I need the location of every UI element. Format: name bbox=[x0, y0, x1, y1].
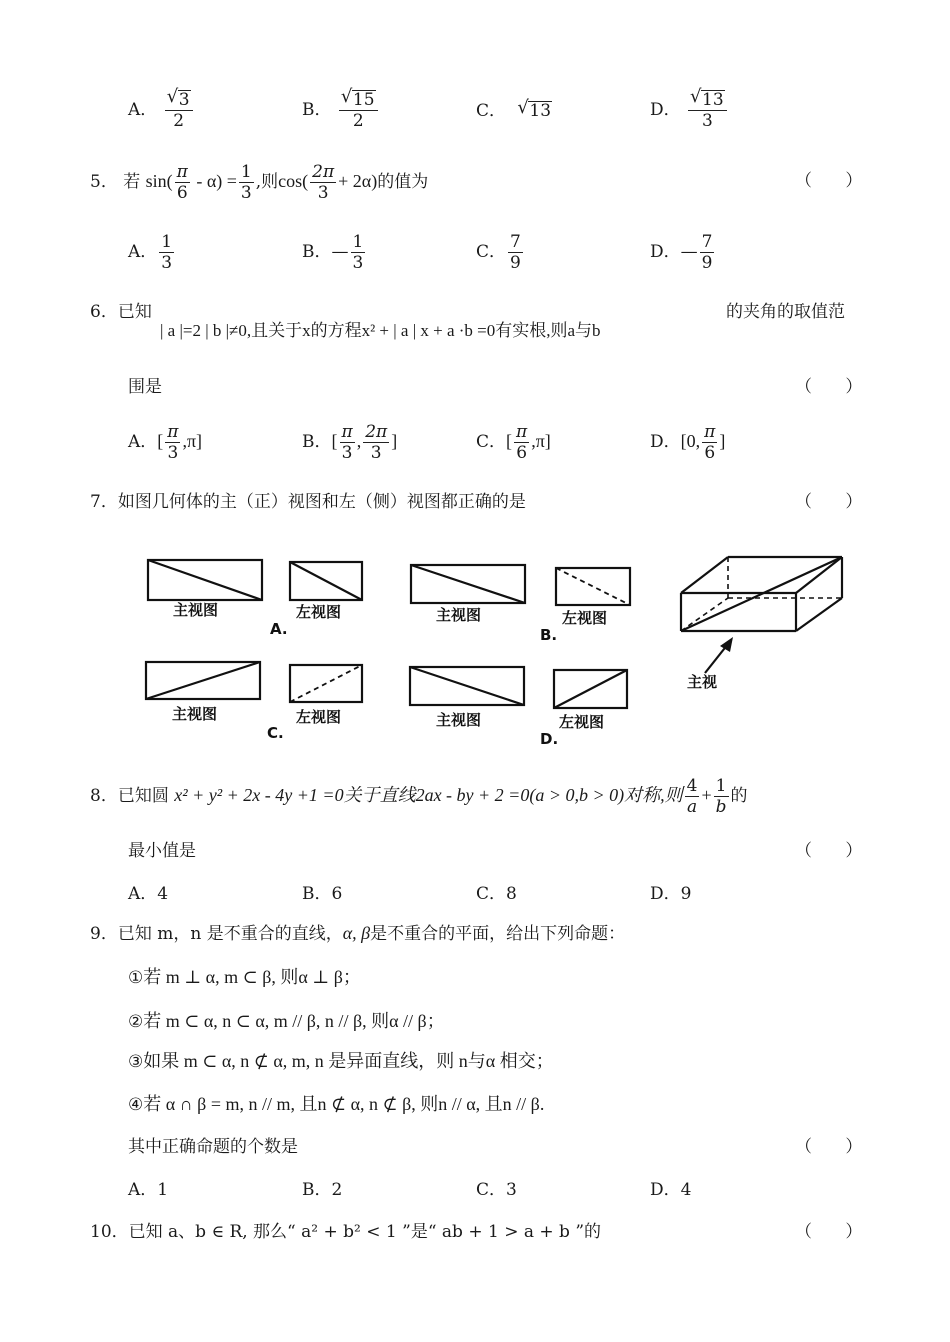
q4-option-a: A． √ 3 2 bbox=[128, 90, 195, 131]
q8-option-d: D．9 bbox=[650, 884, 692, 904]
arrow-head-icon bbox=[720, 637, 733, 652]
q6-stem-line2: 围是 bbox=[128, 377, 162, 397]
q8-stem: 8．已知圆 x² + y² + 2x - 4y +1 =0关于直线2ax - by + 2 =0(a > 0,b > 0)对称,则 $\frac{4}{a}$ + $\frac{1}{b}$ 的 bbox=[90, 776, 748, 817]
solid-front-label: 主视 bbox=[687, 673, 718, 691]
q9-answer-bracket: （ ） bbox=[795, 1137, 877, 1157]
option-c-label: C. bbox=[267, 724, 284, 742]
q7-stem: 7．如图几何体的主（正）视图和左（侧）视图都正确的是 bbox=[90, 492, 526, 512]
q5-answer-bracket: （ ） bbox=[795, 171, 877, 191]
q6-stem: 6．已知 bbox=[90, 302, 152, 322]
geometry-solid bbox=[681, 557, 842, 631]
q8-option-c: C．8 bbox=[476, 884, 517, 904]
q6-option-c: C．[ $\frac{\pi}{6}$ ,π] bbox=[476, 422, 551, 463]
q9-question: 其中正确命题的个数是 bbox=[128, 1137, 298, 1157]
q8-answer-bracket: （ ） bbox=[795, 841, 877, 861]
q9-stem: 9．已知 m，n 是不重合的直线，α, β是不重合的平面，给出下列命题： bbox=[90, 923, 626, 944]
option-a-left-label: 左视图 bbox=[296, 603, 342, 621]
q4-option-d: D． √ 13 3 bbox=[650, 90, 729, 131]
q6-answer-bracket: （ ） bbox=[795, 377, 877, 397]
q9-option-b: B．2 bbox=[302, 1180, 343, 1200]
option-a-label: A. bbox=[270, 620, 288, 638]
q4-option-b: B． √ 15 2 bbox=[302, 90, 380, 131]
q8-stem-line2: 最小值是 bbox=[128, 841, 196, 861]
option-a-front-label: 主视图 bbox=[173, 601, 219, 619]
q7-answer-bracket: （ ） bbox=[795, 492, 877, 512]
option-c-left-label: 左视图 bbox=[296, 708, 342, 726]
q6-option-b: B．[ $\frac{\pi}{3}$ , $\frac{2\pi}{3}$ ] bbox=[302, 422, 398, 463]
q9-prop-2: ②若 m ⊂ α, n ⊂ α, m // β, n // β, 则α // β； bbox=[128, 1011, 445, 1032]
q4-option-c: C． √ 13 bbox=[476, 97, 552, 121]
q10-answer-bracket: （ ） bbox=[795, 1222, 877, 1242]
option-b-front-label: 主视图 bbox=[436, 606, 482, 624]
option-b-left-label: 左视图 bbox=[562, 609, 608, 627]
option-d-left-label: 左视图 bbox=[559, 713, 605, 731]
q9-option-c: C．3 bbox=[476, 1180, 517, 1200]
q5-option-d: D．— $\frac{7}{9}$ bbox=[650, 232, 713, 273]
q5-stem: 5． 若 sin( $\frac{\pi}{6}$ - α) = $\frac{1}{3}$ ,则cos( $\frac{2\pi}{3}$ + 2α)的值为 bbox=[90, 162, 429, 203]
q7-figure bbox=[130, 545, 870, 750]
q9-prop-4: ④若 α ∩ β = m, n // m, 且n ⊄ α, n ⊄ β, 则n // α, 且n // β. bbox=[128, 1094, 545, 1115]
q5-option-a: A． $\frac{1}{3}$ bbox=[128, 232, 173, 273]
q6-option-d: D．[0, $\frac{\pi}{6}$ ] bbox=[650, 422, 726, 463]
q9-option-a: A．1 bbox=[128, 1180, 169, 1200]
q6-stem-tail: 的夹角的取值范 bbox=[726, 302, 845, 322]
q8-option-b: B．6 bbox=[302, 884, 343, 904]
q5-option-b: B．— $\frac{1}{3}$ bbox=[302, 232, 364, 273]
option-b-label: B. bbox=[540, 626, 558, 644]
q6-formula: | a |=2 | b |≠0,且关于x的方程x² + | a | x + a ·b =0有实根,则a与b bbox=[160, 321, 601, 340]
option-d-label: D. bbox=[540, 730, 559, 748]
q9-prop-3: ③如果 m ⊂ α, n ⊄ α, m, n 是异面直线，则 n与α 相交； bbox=[128, 1051, 554, 1072]
option-d-front-label: 主视图 bbox=[436, 711, 482, 729]
q10-stem: 10．已知 a、b ∈ R, 那么“ a² + b² < 1 ”是“ ab + 1 > a + b ”的 bbox=[90, 1222, 602, 1242]
q6-option-a: A．[ $\frac{\pi}{3}$ ,π] bbox=[128, 422, 203, 463]
q9-prop-1: ①若 m ⊥ α, m ⊂ β, 则α ⊥ β； bbox=[128, 967, 361, 988]
q5-option-c: C． $\frac{7}{9}$ bbox=[476, 232, 521, 273]
q8-option-a: A．4 bbox=[128, 884, 169, 904]
q9-option-d: D．4 bbox=[650, 1180, 692, 1200]
option-c-front-label: 主视图 bbox=[172, 705, 218, 723]
